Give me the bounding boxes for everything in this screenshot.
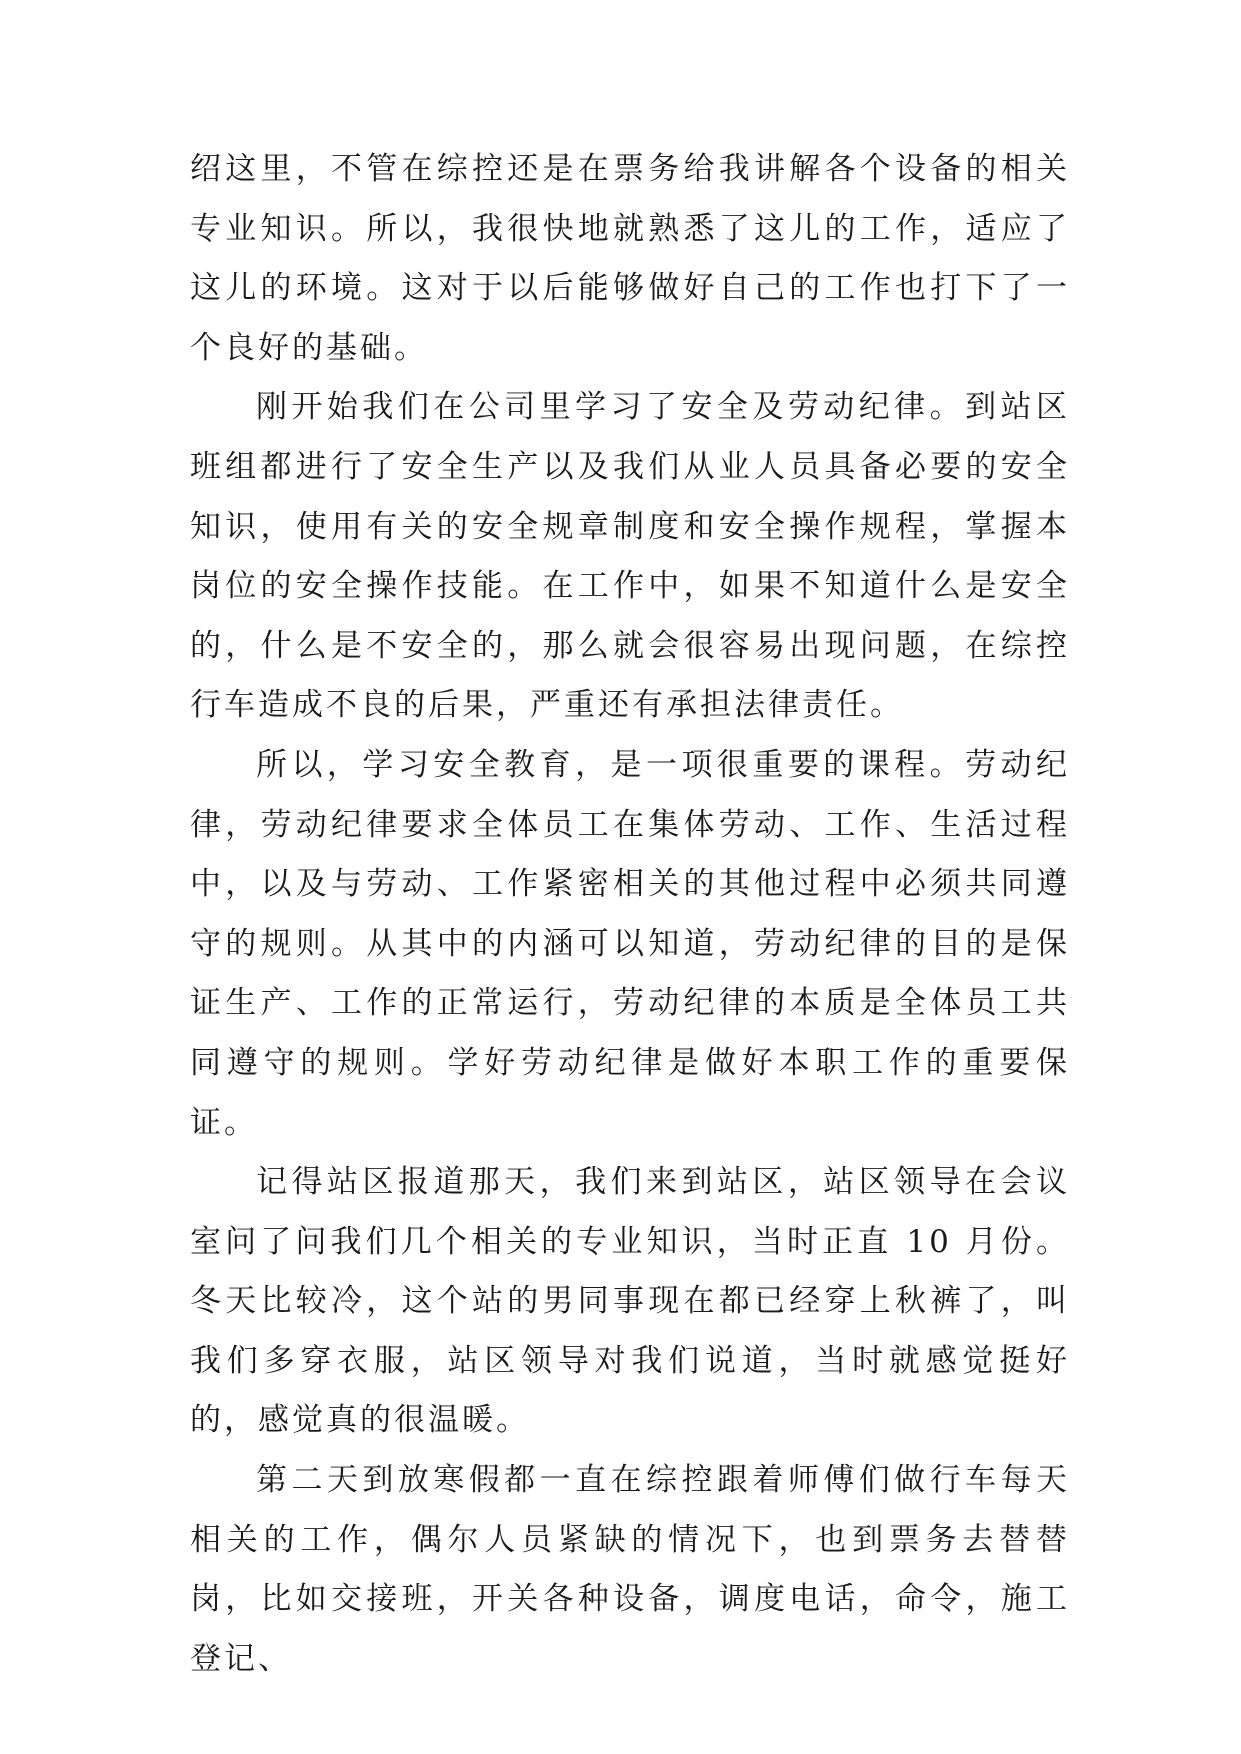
paragraph-daily-work: 第二天到放寒假都一直在综控跟着师傅们做行车每天相关的工作，偶尔人员紧缺的情况下，也到票务去替替岗，比如交接班，开关各种设备，调度电话，命令，施工登记、 [190, 1462, 1070, 1677]
paragraph-safety-discipline: 刚开始我们在公司里学习了安全及劳动纪律。到站区班组都进行了安全生产以及我们从业人员具备必要的安全知识，使用有关的安全规章制度和安全操作规程，掌握本岗位的安全操作技能。在工作中，如果不知道什么是安全的，什么是不安全的，那么就会很容易出现问题，在综控行车造成不良的后果，严重还有承担法律责任。 [190, 389, 1070, 724]
document-body [190, 140, 1070, 1689]
paragraph-station-report-day: 记得站区报道那天，我们来到站区，站区领导在会议室问了问我们几个相关的专业知识，当时正直 10 月份。冬天比较冷，这个站的男同事现在都已经穿上秋裤了，叫我们多穿衣服，站区领导对我们说道，当时就感觉挺好的，感觉真的很温暖。 [190, 1164, 1070, 1439]
paragraph-continued: 绍这里，不管在综控还是在票务给我讲解各个设备的相关专业知识。所以，我很快地就熟悉了这儿的工作，适应了这儿的环境。这对于以后能够做好自己的工作也打下了一个良好的基础。 [190, 151, 1070, 366]
paragraph-labor-discipline: 所以，学习安全教育，是一项很重要的课程。劳动纪律，劳动纪律要求全体员工在集体劳动、工作、生活过程中，以及与劳动、工作紧密相关的其他过程中必须共同遵守的规则。从其中的内涵可以知道，劳动纪律的目的是保证生产、工作的正常运行，劳动纪律的本质是全体员工共同遵守的规则。学好劳动纪律是做好本职工作的重要保证。 [190, 746, 1070, 1141]
